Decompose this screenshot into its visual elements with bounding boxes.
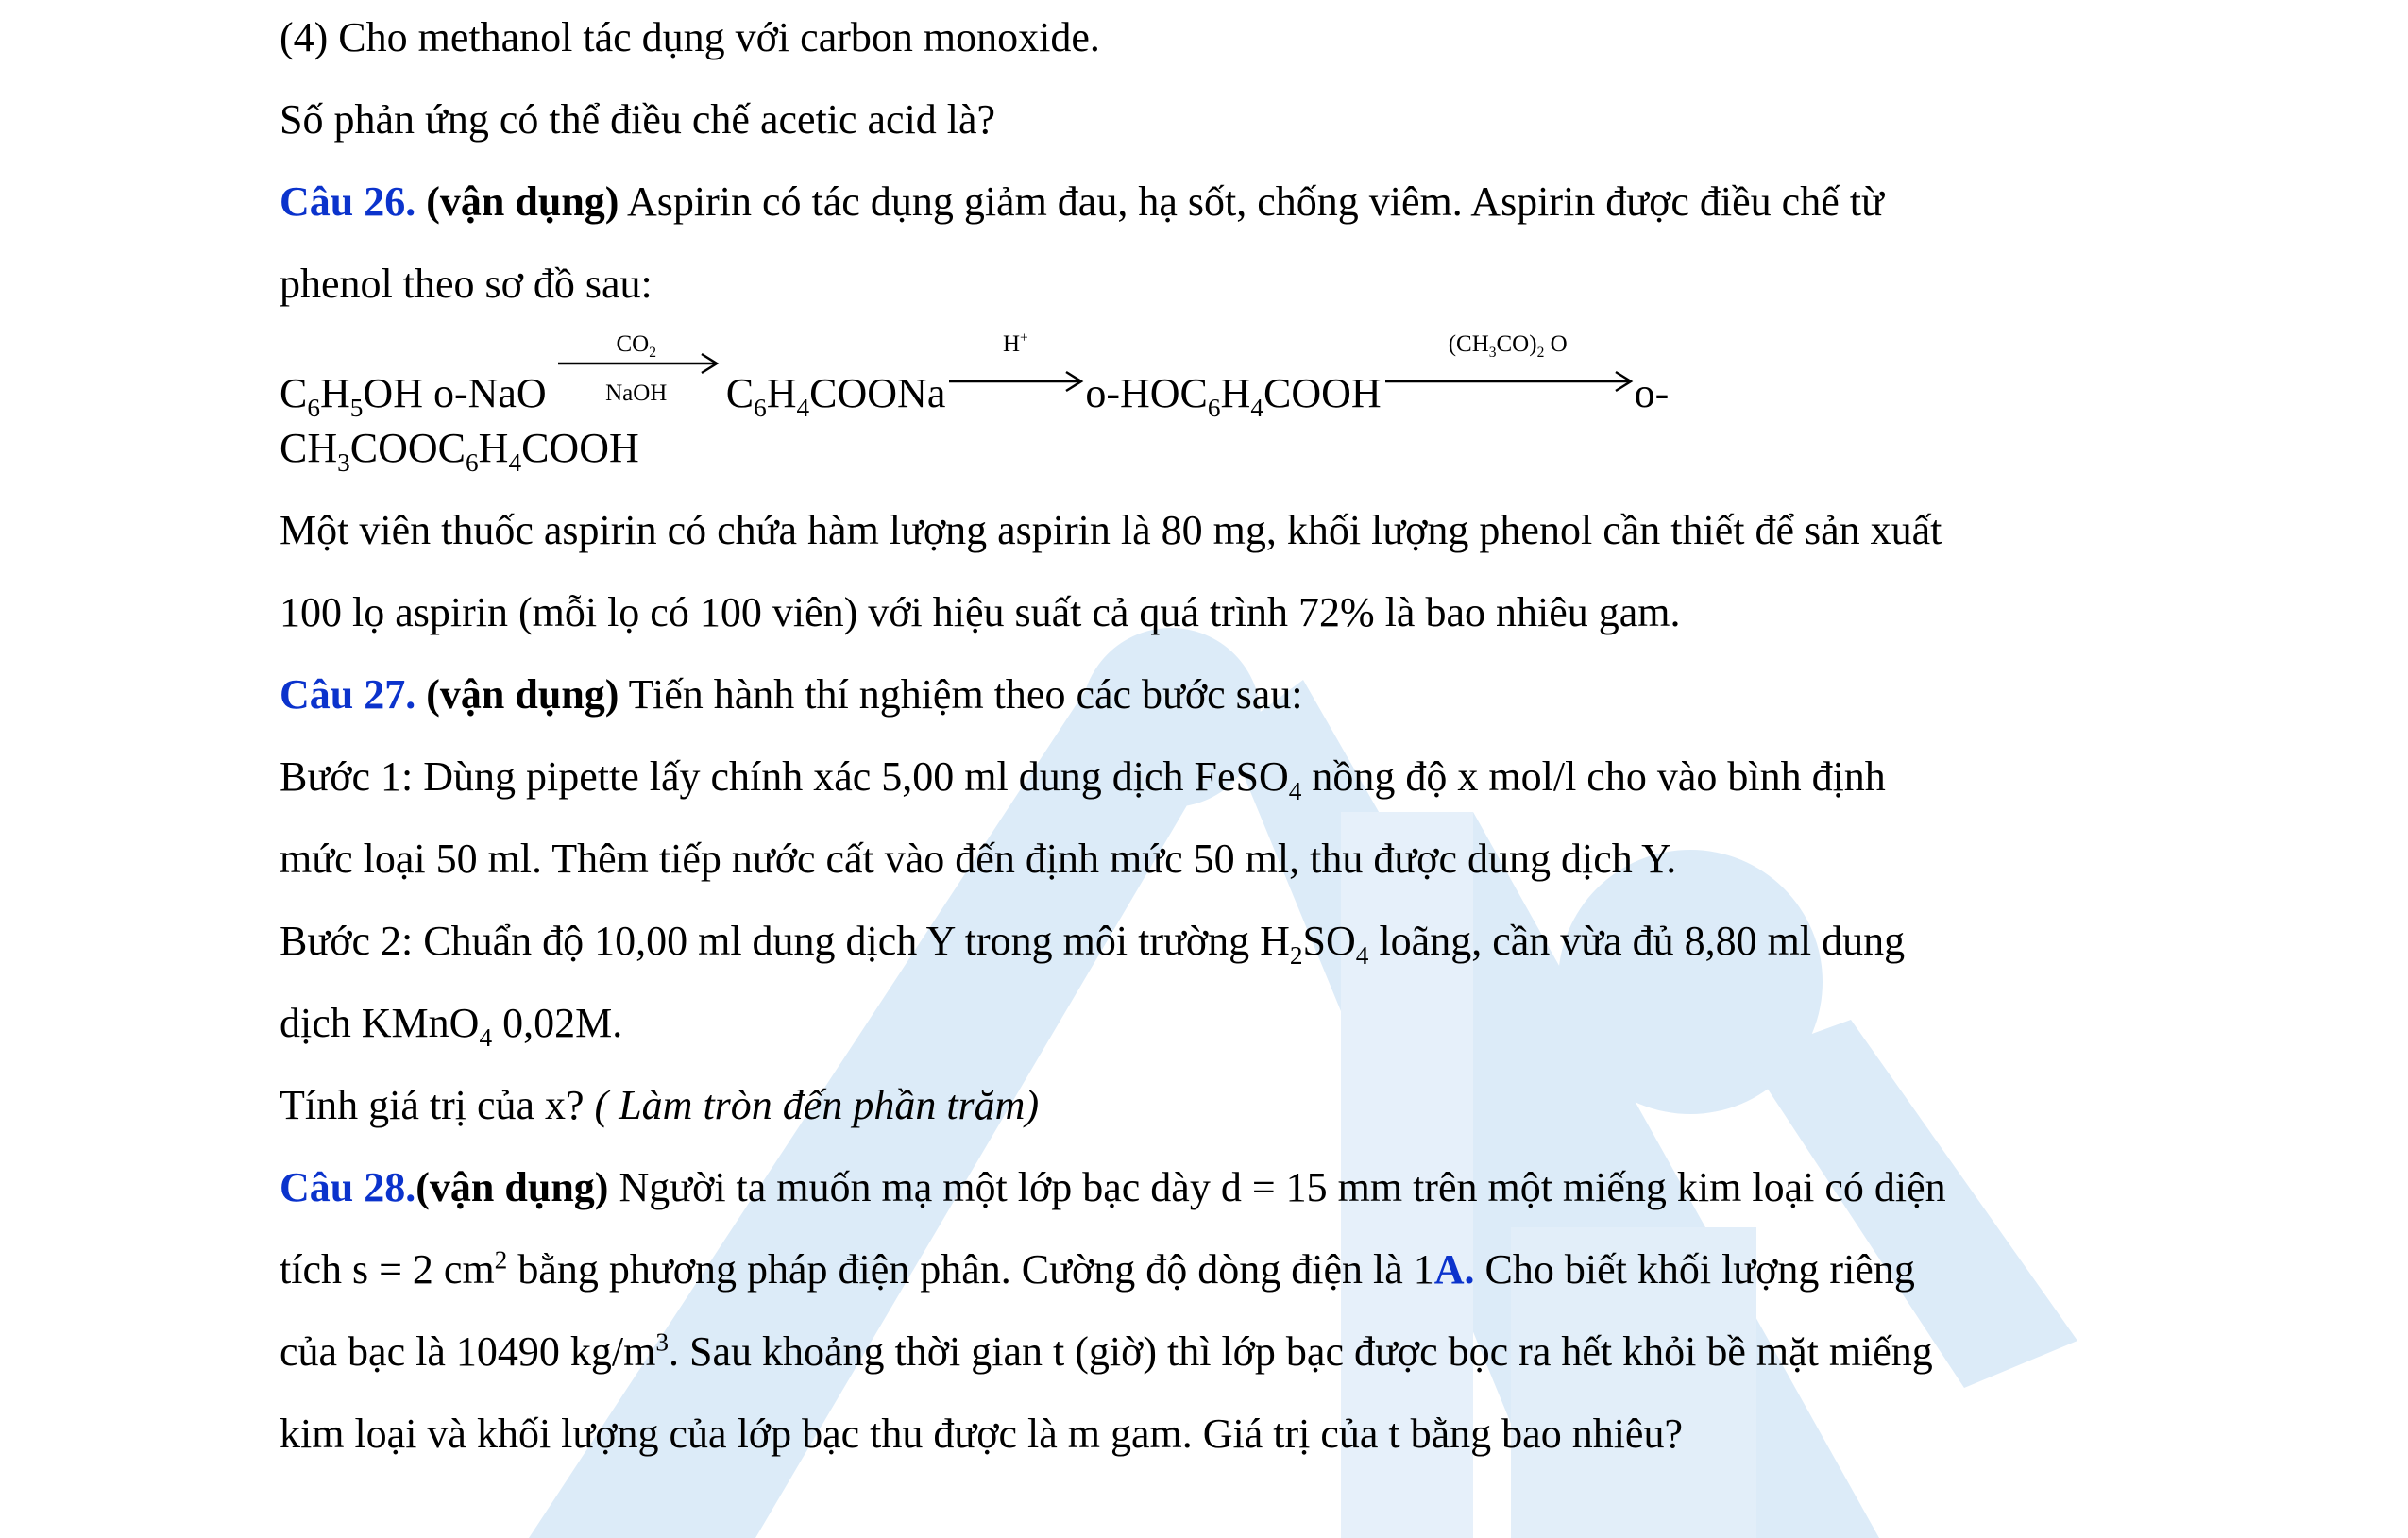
text-line: của bạc là 10490 $kg/m^3$. Sau khoảng thời gian t (giờ) thì lớp bạc được bọc ra hết khỏi bề mặt miếng bbox=[280, 1327, 1933, 1375]
question-label: Câu 26. bbox=[280, 178, 416, 225]
step-2: Bước 2: Chuẩn độ 10,00 ml dung dịch Y trong môi trường $H_2SO_4$ loãng, cần vừa đủ 8,80 ml dung bbox=[280, 918, 1906, 970]
text-line: tích s = 2 $cm^2$ bằng phương pháp điện phân. Cường độ dòng điện là 1A. Cho biết khối lượng riêng bbox=[280, 1245, 1915, 1293]
line-text: mức loại 50 ml. Thêm tiếp nước cất vào đến định mức 50 ml, thu được dung dịch Y. bbox=[280, 836, 1677, 882]
step-1: Bước 1: Dùng pipette lấy chính xác 5,00 ml dung dịch FeSO$_4$ nồng độ x mol/l cho vào bình định bbox=[280, 753, 1886, 805]
text-line bbox=[280, 243, 2225, 325]
text-line bbox=[280, 78, 2225, 161]
arrow-condition-top: H+ bbox=[1002, 330, 1028, 357]
arrow-right-icon bbox=[945, 325, 1085, 407]
compound-sodium-salicylate: $C_6H_4COONa$ bbox=[725, 370, 946, 422]
arrow-condition-bottom: NaOH bbox=[605, 380, 668, 406]
question-label: Câu 27. bbox=[280, 671, 416, 718]
question-label: Câu 28. bbox=[280, 1164, 416, 1210]
question-text: Tiến hành thí nghiệm theo các bước sau: bbox=[619, 671, 1303, 718]
arrow-right-icon bbox=[1382, 325, 1635, 407]
reaction-arrow-1 bbox=[547, 325, 726, 407]
line-text: phenol theo sơ đồ sau: bbox=[280, 261, 653, 307]
document-page bbox=[280, 0, 2225, 1475]
compound-phenol: $C_6H_5OH$ o-NaO bbox=[280, 370, 547, 422]
question-27-heading bbox=[280, 653, 2225, 735]
arrow-condition-top: $CO_2$ bbox=[616, 331, 656, 361]
question-level: (vận dụng) bbox=[426, 671, 619, 718]
text-line bbox=[280, 0, 2225, 78]
line-text: Một viên thuốc aspirin có chứa hàm lượng aspirin là 80 mg, khối lượng phenol cần thiết để sản xuất bbox=[280, 507, 1942, 553]
line-text: kim loại và khối lượng của lớp bạc thu được là m gam. Giá trị của t bằng bao nhiêu? bbox=[280, 1411, 1683, 1457]
text-line bbox=[280, 1393, 2225, 1475]
compound-aspirin: $CH_3COOC_6H_4COOH$ bbox=[280, 425, 639, 477]
question-text: Aspirin có tác dụng giảm đau, hạ sốt, chống viêm. Aspirin được điều chế từ bbox=[619, 178, 1884, 225]
question-26-heading bbox=[280, 161, 2225, 243]
line-text: Số phản ứng có thể điều chế acetic acid là? bbox=[280, 96, 996, 143]
question-text: Người ta muốn mạ một lớp bạc dày d = 15 mm trên một miếng kim loại có diện bbox=[608, 1164, 1946, 1210]
line-text: 100 lọ aspirin (mỗi lọ có 100 viên) với hiệu suất cả quá trình 72% là bao nhiêu gam. bbox=[280, 589, 1681, 635]
line-text: (4) Cho methanol tác dụng với carbon monoxide. bbox=[280, 14, 1100, 60]
text-line bbox=[280, 818, 2225, 900]
text-line bbox=[280, 571, 2225, 653]
question-27-ask: Tính giá trị của x? ( Làm tròn đến phần trăm) bbox=[280, 1082, 1040, 1128]
question-level: (vận dụng) bbox=[415, 1164, 609, 1210]
rounding-note: ( Làm tròn đến phần trăm) bbox=[594, 1082, 1040, 1128]
arrow-condition-top: $(CH_3CO)_2$ O bbox=[1448, 331, 1568, 361]
compound-aspirin-prefix: o- bbox=[1634, 370, 1670, 416]
compound-salicylic-acid: $o-HOC_6H_4COOH$ bbox=[1085, 370, 1382, 422]
text-line: dịch KMnO$_4$ 0,02M. bbox=[280, 1000, 623, 1052]
reaction-arrow-3 bbox=[1382, 325, 1635, 407]
question-28-heading bbox=[280, 1146, 2225, 1228]
reaction-scheme bbox=[280, 325, 2225, 422]
reaction-arrow-2 bbox=[945, 325, 1085, 407]
question-level: (vận dụng) bbox=[426, 178, 619, 225]
text-line bbox=[280, 489, 2225, 571]
